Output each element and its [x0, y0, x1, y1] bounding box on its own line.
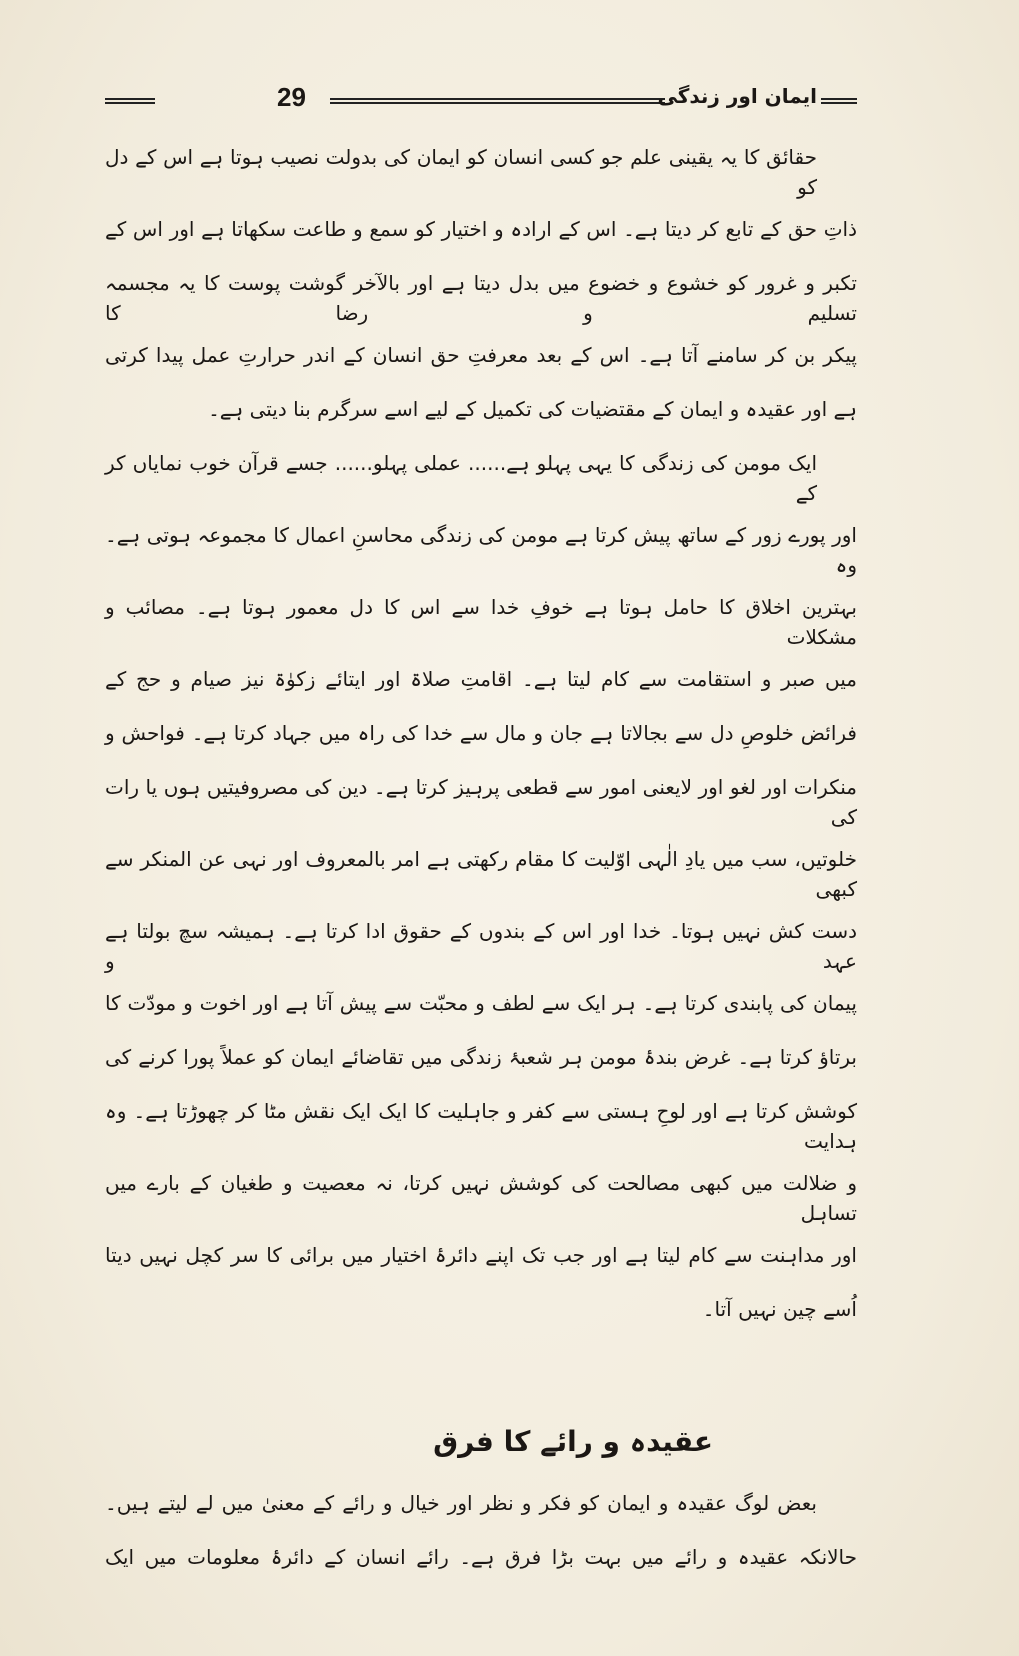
- page-number: 29: [277, 82, 306, 112]
- text-line: اُسے چین نہیں آتا۔: [702, 1297, 857, 1321]
- text-line: تکبر و غرور کو خشوع و خضوع میں بدل دیتا ہے اور بالآخر گوشت پوست کا یہ مجسمہ تسلیم و رضا کا: [105, 271, 857, 325]
- text-line: دست کش نہیں ہوتا۔ خدا اور اس کے بندوں کے حقوق ادا کرتا ہے۔ ہمیشہ سچ بولتا ہے عہد و: [105, 919, 857, 973]
- running-title: ایمان اور زندگی: [657, 84, 817, 108]
- text-line: بہترین اخلاق کا حامل ہوتا ہے خوفِ خدا سے اس کا دل معمور ہوتا ہے۔ مصائب و مشکلات: [105, 595, 857, 649]
- paragraph-3: [105, 1476, 857, 1584]
- text-line: حالانکہ عقیدہ و رائے میں بہت بڑا فرق ہے۔ رائے انسان کے دائرۂ معلومات میں ایک: [105, 1545, 857, 1569]
- text-line: پیمان کی پابندی کرتا ہے۔ ہر ایک سے لطف و محبّت سے پیش آتا ہے اور اخوت و مودّت کا: [105, 991, 857, 1015]
- text-line: اور مداہنت سے کام لیتا ہے اور جب تک اپنے دائرۂ اختیار میں برائی کا سر کچل نہیں دیتا: [105, 1243, 857, 1267]
- paragraph-2: [105, 436, 857, 1336]
- text-line: پیکر بن کر سامنے آتا ہے۔ اس کے بعد معرفتِ حق انسان کے اندر حرارتِ عمل پیدا کرتی: [105, 343, 857, 367]
- page-header: [105, 84, 857, 118]
- text-line: بعض لوگ عقیدہ و ایمان کو فکر و نظر اور خیال و رائے کے معنیٰ میں لے لیتے ہیں۔: [105, 1491, 817, 1515]
- header-rule-left: [105, 98, 155, 104]
- text-line: ایک مومن کی زندگی کا یہی پہلو ہے...... عملی پہلو...... جسے قرآن خوب نمایاں کر کے: [105, 451, 817, 505]
- header-rule-middle: [330, 98, 665, 104]
- text-line: برتاؤ کرتا ہے۔ غرض بندۂ مومن ہر شعبۂ زندگی میں تقاضائے ایمان کو عملاً پورا کرنے کی: [105, 1045, 857, 1069]
- text-line: و ضلالت میں کبھی مصالحت کی کوشش نہیں کرتا، نہ معصیت و طغیان کے بارے میں تساہل: [105, 1171, 857, 1225]
- text-line: فرائض خلوصِ دل سے بجالاتا ہے جان و مال سے خدا کی راہ میں جہاد کرتا ہے۔ فواحش و: [105, 721, 857, 745]
- paragraph-1: [105, 130, 857, 436]
- text-line: اور پورے زور کے ساتھ پیش کرتا ہے مومن کی زندگی محاسنِ اعمال کا مجموعہ ہوتی ہے۔ وہ: [105, 523, 857, 577]
- text-line: کوشش کرتا ہے اور لوحِ ہستی سے کفر و جاہلیت کا ایک ایک نقش مٹا کر چھوڑتا ہے۔ وہ ہدایت: [105, 1099, 857, 1153]
- body-text: [105, 130, 857, 1584]
- header-rule-right: [821, 98, 857, 104]
- text-line: ذاتِ حق کے تابع کر دیتا ہے۔ اس کے ارادہ و اختیار کو سمع و طاعت سکھاتا ہے اور اس کے: [105, 217, 857, 241]
- text-line: میں صبر و استقامت سے کام لیتا ہے۔ اقامتِ صلاۃ اور ایتائے زکوٰۃ نیز صیام و حج کے: [105, 667, 857, 691]
- text-line: خلوتیں، سب میں یادِ الٰہی اوّلیت کا مقام رکھتی ہے امر بالمعروف اور نہی عن المنکر سے کبھی: [105, 847, 857, 901]
- text-line: حقائق کا یہ یقینی علم جو کسی انسان کو ایمان کی بدولت نصیب ہوتا ہے اس کے دل کو: [105, 145, 817, 199]
- text-line: ہے اور عقیدہ و ایمان کے مقتضیات کی تکمیل کے لیے اسے سرگرم بنا دیتی ہے۔: [208, 397, 857, 421]
- text-line: منکرات اور لغو اور لایعنی امور سے قطعی پرہیز کرتا ہے۔ دین کی مصروفیتیں ہوں یا رات کی: [105, 775, 857, 829]
- section-heading: عقیدہ و رائے کا فرق: [433, 1425, 713, 1458]
